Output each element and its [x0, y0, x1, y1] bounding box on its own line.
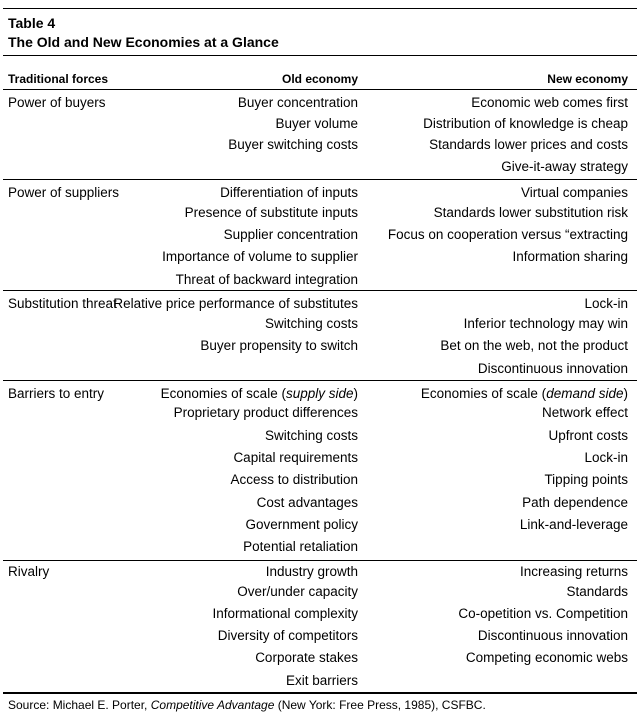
list-item: Importance of volume to supplier	[162, 249, 358, 264]
list-item: Bet on the web, not the product	[440, 338, 628, 353]
group-divider	[3, 290, 637, 291]
list-item: Standards lower substitution risk	[433, 205, 628, 220]
group-divider	[3, 179, 637, 180]
list-item: Buyer concentration	[237, 95, 358, 110]
list-item: Lock-in	[584, 296, 628, 311]
list-item: Exit barriers	[285, 673, 358, 688]
list-item: Co-opetition vs. Competition	[458, 606, 628, 621]
bottom-rule	[3, 692, 637, 694]
table-label: Table 4	[8, 15, 56, 31]
list-item: Cost advantages	[256, 495, 358, 510]
list-item: Corporate stakes	[255, 650, 358, 665]
source-note	[8, 698, 486, 713]
header-traditional-forces: Traditional forces	[8, 72, 109, 86]
list-item: Switching costs	[264, 428, 358, 443]
list-item: Government policy	[245, 517, 358, 532]
list-item: Increasing returns	[519, 564, 628, 579]
list-item: Over/under capacity	[237, 584, 358, 599]
header-new-economy: New economy	[547, 72, 628, 86]
list-item-emphasis: demand side	[546, 386, 624, 401]
list-item: Standards	[566, 584, 628, 599]
list-item-prefix: Economies of scale (	[420, 386, 547, 401]
list-item: Discontinuous innovation	[477, 361, 628, 376]
list-item: Path dependence	[522, 495, 628, 510]
force-label: Rivalry	[8, 564, 50, 579]
list-item: Buyer propensity to switch	[200, 338, 358, 353]
source-prefix: Source: Michael E. Porter,	[8, 698, 151, 712]
list-item: Buyer switching costs	[228, 137, 358, 152]
list-item: Relative price performance of substitutes	[113, 296, 358, 311]
list-item: Competing economic webs	[465, 650, 628, 665]
list-item: Diversity of competitors	[217, 628, 358, 643]
list-item: Switching costs	[264, 316, 358, 331]
list-item: Standards lower prices and costs	[429, 137, 628, 152]
list-item: Economic web comes first	[471, 95, 628, 110]
group-divider	[3, 560, 637, 561]
list-item	[421, 386, 628, 402]
list-item: Supplier concentration	[223, 227, 358, 242]
list-item: Threat of backward integration	[175, 272, 358, 287]
list-item: Industry growth	[265, 564, 358, 579]
list-item: Virtual companies	[520, 185, 628, 200]
list-item	[161, 386, 358, 402]
list-item-suffix: )	[623, 386, 628, 401]
list-item: Inferior technology may win	[463, 316, 628, 331]
group-divider	[3, 380, 637, 381]
list-item: Capital requirements	[233, 450, 358, 465]
top-rule	[3, 8, 637, 9]
title-rule	[3, 55, 637, 56]
force-label: Substitution threat	[8, 296, 117, 311]
table-title: The Old and New Economies at a Glance	[8, 34, 279, 50]
list-item-emphasis: supply side	[285, 386, 354, 401]
list-item: Differentiation of inputs	[220, 185, 358, 200]
list-item: Lock-in	[584, 450, 628, 465]
list-item: Network effect	[541, 405, 628, 420]
list-item: Potential retaliation	[243, 539, 358, 554]
list-item: Focus on cooperation versus “extracting	[387, 227, 628, 242]
source-suffix: (New York: Free Press, 1985), CSFBC.	[274, 698, 486, 712]
list-item: Informational complexity	[212, 606, 358, 621]
force-label: Power of buyers	[8, 95, 106, 110]
list-item: Upfront costs	[548, 428, 628, 443]
list-item: Buyer volume	[275, 116, 358, 131]
source-book-title: Competitive Advantage	[150, 698, 275, 712]
list-item: Tipping points	[544, 472, 628, 487]
list-item: Link-and-leverage	[519, 517, 628, 532]
list-item: Distribution of knowledge is cheap	[423, 116, 628, 131]
list-item-suffix: )	[353, 386, 358, 401]
header-rule	[3, 89, 637, 90]
list-item: Proprietary product differences	[173, 405, 358, 420]
force-label: Barriers to entry	[8, 386, 105, 401]
list-item: Access to distribution	[230, 472, 358, 487]
list-item: Give-it-away strategy	[501, 159, 628, 174]
list-item: Presence of substitute inputs	[184, 205, 358, 220]
list-item: Discontinuous innovation	[477, 628, 628, 643]
header-old-economy: Old economy	[281, 72, 358, 86]
force-label: Power of suppliers	[8, 185, 120, 200]
list-item: Information sharing	[512, 249, 628, 264]
list-item-prefix: Economies of scale (	[160, 386, 286, 401]
